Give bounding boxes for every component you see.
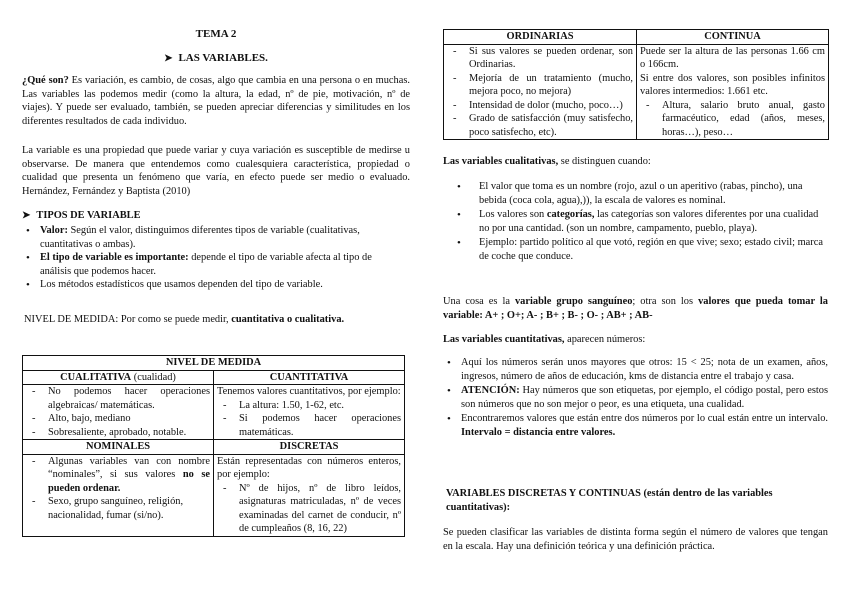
nominales-cell <box>23 454 214 536</box>
paragraph-text: ; otra son los <box>632 296 699 307</box>
list-item: - Si sus valores se pueden ordenar, son Ordinarias. <box>447 45 633 72</box>
list-item-lead: Valor: <box>40 225 68 236</box>
cualitativa-header-bold: CUALITATIVA <box>60 371 132 383</box>
section-title-text: LAS VARIABLES. <box>178 52 268 64</box>
list-item-text: las categorías son valores diferentes por una cualidad no por una cantidad. (son un nombre, campamento, pueblo, playa). <box>479 209 819 234</box>
list-item: - Intensidad de dolor (mucho, poco…) <box>447 99 633 113</box>
page-title: TEMA 2 <box>195 28 237 40</box>
discretas-header: DISCRETAS <box>214 440 405 455</box>
intro-paragraph <box>22 74 410 128</box>
cualitativas-heading-rest: se distinguen cuando: <box>558 156 651 167</box>
continua-header: CONTINUA <box>637 30 829 45</box>
tipos-heading-text: TIPOS DE VARIABLE <box>36 210 141 221</box>
list-item-text: Aquí los números serán unos mayores que otros: 15 < 25; nota de un examen, años, ingresos, número de años de educación, kms de distancia entre el trabajo y casa. <box>461 357 828 382</box>
final-paragraph: Se pueden clasificar las variables de distinta forma según el número de valores que tengan en la escala. Hay una definición teórica y una definición práctica. <box>443 527 828 552</box>
list-item: - Mejoría de un tratamiento (mucho, mejora poco, no mejora) <box>447 72 633 99</box>
list-item <box>22 278 402 292</box>
definition-paragraph: La variable es una propiedad que puede variar y cuya variación es susceptible de medirse u observarse. De manera que entendemos como cualesquiera característica, propiedad o cualidad que presenta un fenómeno que varía, en efecto puede ser medio o evaluado. Hernández, Fernández y Baptista (2010) <box>22 145 410 197</box>
list-item <box>443 412 828 439</box>
cualitativas-list <box>443 180 828 263</box>
list-item-text: depende el tipo de variable afecta al tipo de análisis que podemos hacer. <box>40 252 372 277</box>
discretas-continuas-heading: VARIABLES DISCRETAS Y CONTINUAS (están dentro de las variables cuantitativas): <box>446 488 773 513</box>
list-item-bold: ATENCIÓN: <box>461 385 520 397</box>
list-item-text: Los métodos estadísticos que usamos dependen del tipo de variable. <box>40 279 323 291</box>
cualitativa-header-rest: (cualidad) <box>131 371 176 383</box>
cualitativa-header <box>23 370 214 385</box>
list-item <box>443 208 828 235</box>
list-item-text: El valor que toma es un nombre (rojo, azul o un aperitivo (rabas, pincho), una bebida (coca cola, agua),)), la escala de valores es nominal. <box>479 181 803 206</box>
list-item-text: Los valores son <box>479 209 547 221</box>
grupo-sanguineo-paragraph <box>443 295 828 322</box>
list-item <box>443 236 828 263</box>
list-item-text: Encontraremos valores que están entre dos números por lo cual están entre un intervalo. <box>461 413 828 425</box>
nivel-medida-text: NIVEL DE MEDIDA: Por como se puede medir, <box>24 314 232 325</box>
continua-text-1: Puede ser la altura de las personas 1.66 cm o 166cm. <box>640 45 825 71</box>
cualitativas-heading-bold: Las variables cualitativas, <box>443 156 559 167</box>
list-item <box>443 384 828 411</box>
cuantitativa-intro: Tenemos valores cuantitativos, por ejemplo: <box>217 386 401 398</box>
nivel-medida-table <box>22 355 405 537</box>
list-item <box>22 251 402 278</box>
list-item: - Sexo, grupo sanguíneo, religión, nacionalidad, fumar (si/no). <box>26 495 210 522</box>
list-item-lead: El tipo de variable es importante: <box>40 252 189 264</box>
list-item: - Alto, bajo, mediano <box>26 412 210 426</box>
list-item-text: Ejemplo: partido político al que votó, región en que vive; sexo; estado civil; marca de coche que conduce. <box>479 237 823 262</box>
list-item: - No podemos hacer operaciones algebraicas/ matemáticas. <box>26 385 210 412</box>
cuantitativas-list <box>443 356 828 439</box>
cualitativas-heading <box>443 155 651 169</box>
list-item-bold: categorías, <box>546 209 595 221</box>
list-item: - Si podemos hacer operaciones matemáticas. <box>217 412 401 439</box>
table-title: NIVEL DE MEDIDA <box>23 356 405 371</box>
ordinarias-header: ORDINARIAS <box>444 30 637 45</box>
list-item <box>22 224 402 251</box>
cuantitativas-heading-rest: aparecen números: <box>564 334 646 345</box>
continua-cell <box>637 44 829 140</box>
list-item <box>443 356 828 383</box>
discretas-intro: Están representadas con números enteros, por ejemplo: <box>217 455 402 481</box>
list-item-text: Hay números que son etiquetas, por ejemplo, el código postal, pero estos son números que no son mejor o peor, es una etiqueta, una cualidad. <box>461 385 828 410</box>
list-item <box>26 455 210 496</box>
nivel-medida-line <box>24 313 344 327</box>
list-item: - Grado de satisfacción (muy satisfecho, poco satisfecho, etc). <box>447 112 633 139</box>
list-item-text: Según el valor, distinguimos diferentes tipos de variable (cualitativas, cuantitativas o ambas). <box>40 225 360 250</box>
list-item-text: Algunas variables van con nombre “nominales”, si sus valores <box>48 455 210 481</box>
list-item-bold: no se pueden ordenar. <box>48 469 210 494</box>
list-item: - Nº de hijos, nº de libro leídos, asignaturas matriculadas, nº de veces examinadas del carnet de conducir, nº de cumpleaños (8, 16, 22) <box>217 482 401 536</box>
paragraph-bold: valores que pueda tomar la variable: A+ ; O+; A- ; B+ ; B- ; O- ; AB+ ; AB- <box>443 296 828 321</box>
intro-text: Es variación, es cambio, de cosas, algo que cambia en una persona o en muchas. Las variables las podemos medir (como la altura, la edad, nº de pie, motivación, nº de viajes). Y puede ser evaluado, también, se pueden apreciar diferencias y similitudes en los diferentes resultados de cada individuo. <box>22 75 410 127</box>
cualitativa-cell <box>23 385 214 440</box>
ordinarias-continua-table <box>443 29 829 140</box>
discretas-cell <box>214 454 405 536</box>
nominales-header: NOMINALES <box>23 440 214 455</box>
continua-text-2: Si entre dos valores, son posibles infinitos valores intermedios: 1.661 etc. <box>640 72 825 98</box>
tipos-heading <box>22 209 141 223</box>
cuantitativas-heading-bold: Las variables cuantitativas, <box>443 334 565 345</box>
list-item-bold: Intervalo = distancia entre valores. <box>461 426 616 438</box>
list-item: - Altura, salario bruto anual, gasto farmacéutico, edad (años, meses, horas…), peso… <box>640 99 825 140</box>
paragraph-bold: variable grupo sanguíneo <box>514 296 633 307</box>
arrow-bullet-icon: ➤ <box>22 210 31 221</box>
cuantitativas-heading <box>443 333 645 347</box>
section-title <box>22 51 410 65</box>
cuantitativa-header: CUANTITATIVA <box>214 370 405 385</box>
ordinarias-cell <box>444 44 637 140</box>
nivel-medida-bold: cuantitativa o cualitativa. <box>231 314 345 325</box>
arrow-bullet-icon: ➤ <box>164 53 173 64</box>
cuantitativa-cell <box>214 385 405 440</box>
tipos-list <box>22 224 402 292</box>
list-item: - La altura: 1.50, 1-62, etc. <box>217 399 401 413</box>
paragraph-text: Una cosa es la <box>443 296 515 307</box>
list-item: - Sobresaliente, aprobado, notable. <box>26 426 210 440</box>
intro-lead: ¿Qué son? <box>22 75 69 86</box>
list-item <box>443 180 828 207</box>
